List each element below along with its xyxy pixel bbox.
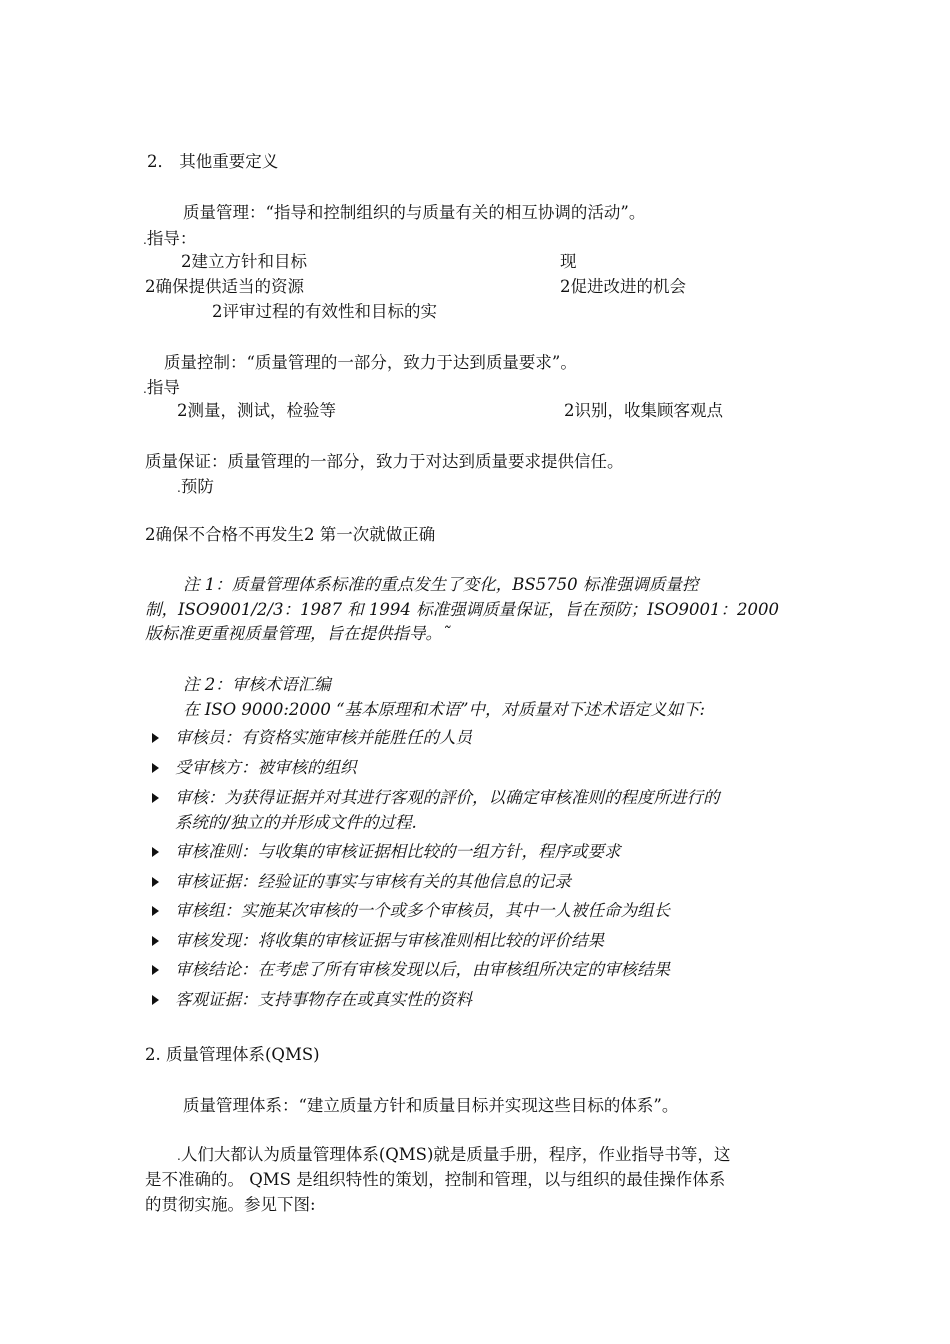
qms-paragraph-text: 人们大都认为质量管理体系(QMS)就是质量手册，程序，作业指导书等，这 [180,1145,731,1164]
term-item: 受审核方：被审核的组织 [175,758,357,777]
qc-guide-label [143,378,180,399]
qm-guide-text: 指导： [146,229,197,248]
note1-line: 制，ISO9001/2/3：1987 和 1994 标准强调质量保证，旨在预防；ISO9001：2000 [145,600,780,619]
qm-guide-label [143,229,196,250]
dot-mark: . [177,1149,181,1163]
dot-mark: . [143,382,147,396]
qa-prevent-label [177,477,214,498]
qc-guide-text: 指导 [146,378,180,397]
section-heading: 2. 质量管理体系(QMS) [145,1045,320,1064]
bullet-icon [152,906,159,916]
qc-item: 2识别，收集顾客观点 [564,401,723,420]
qm-item: 2评审过程的有效性和目标的实 [212,302,437,321]
qc-item: 2测量，测试，检验等 [177,401,336,420]
qa-definition: 质量保证：质量管理的一部分，致力于对达到质量要求提供信任。 [145,452,624,471]
dot-mark: . [143,233,147,247]
term-item: 审核发现：将收集的审核证据与审核准则相比较的评价结果 [175,931,604,950]
bullet-icon [152,847,159,857]
dot-mark: . [177,481,181,495]
term-item: 审核证据：经验证的事实与审核有关的其他信息的记录 [175,872,571,891]
qa-items: 2确保不合格不再发生2 第一次就做正确 [145,525,436,544]
qc-definition: 质量控制：“质量管理的一部分，致力于达到质量要求”。 [164,353,577,372]
term-item: 审核：为获得证据并对其进行客观的評价，以确定审核准则的程度所进行的 [175,788,720,807]
term-item: 审核结论：在考虑了所有审核发现以后，由审核组所决定的审核结果 [175,960,670,979]
bullet-icon [152,763,159,773]
bullet-icon [152,733,159,743]
qms-paragraph-line [177,1145,730,1166]
qms-paragraph-line: 的贯彻实施。参见下图: [145,1195,316,1214]
qm-item: 2确保提供适当的资源 [145,277,304,296]
section-heading: 2． 其他重要定义 [147,152,279,171]
term-item: 审核组：实施某次审核的一个或多个审核员，其中一人被任命为组长 [175,901,670,920]
qm-definition: 质量管理：“指导和控制组织的与质量有关的相互协调的活动”。 [183,203,646,222]
note2-intro: 在 ISO 9000:2000 “基本原理和术语”中，对质量对下述术语定义如下: [183,700,706,719]
term-item: 客观证据：支持事物存在或真实性的资料 [175,990,472,1009]
qa-prevent-text: 预防 [180,477,214,496]
qm-item-tail: 现 [560,252,577,271]
note2-title: 注 2：审核术语汇编 [183,675,331,694]
qm-item: 2促进改进的机会 [560,277,686,296]
term-item: 审核准则：与收集的审核证据相比较的一组方针，程序或要求 [175,842,621,861]
qm-item: 2建立方针和目标 [181,252,307,271]
note1-line: 注 1：质量管理体系标准的重点发生了变化，BS5750 标准强调质量控 [183,575,699,594]
bullet-icon [152,793,159,803]
bullet-icon [152,965,159,975]
bullet-icon [152,877,159,887]
bullet-icon [152,995,159,1005]
qms-definition: 质量管理体系：“建立质量方针和质量目标并实现这些目标的体系”。 [183,1096,679,1115]
bullet-icon [152,936,159,946]
note1-line: 版标准更重视质量管理，旨在提供指导。˜ [145,624,451,643]
term-item-continued: 系统的/独立的并形成文件的过程. [175,813,417,832]
qms-paragraph-line: 是不准确的。 QMS 是组织特性的策划，控制和管理，以与组织的最佳操作体系 [145,1170,726,1189]
term-item: 审核员：有资格实施审核并能胜任的人员 [175,728,472,747]
